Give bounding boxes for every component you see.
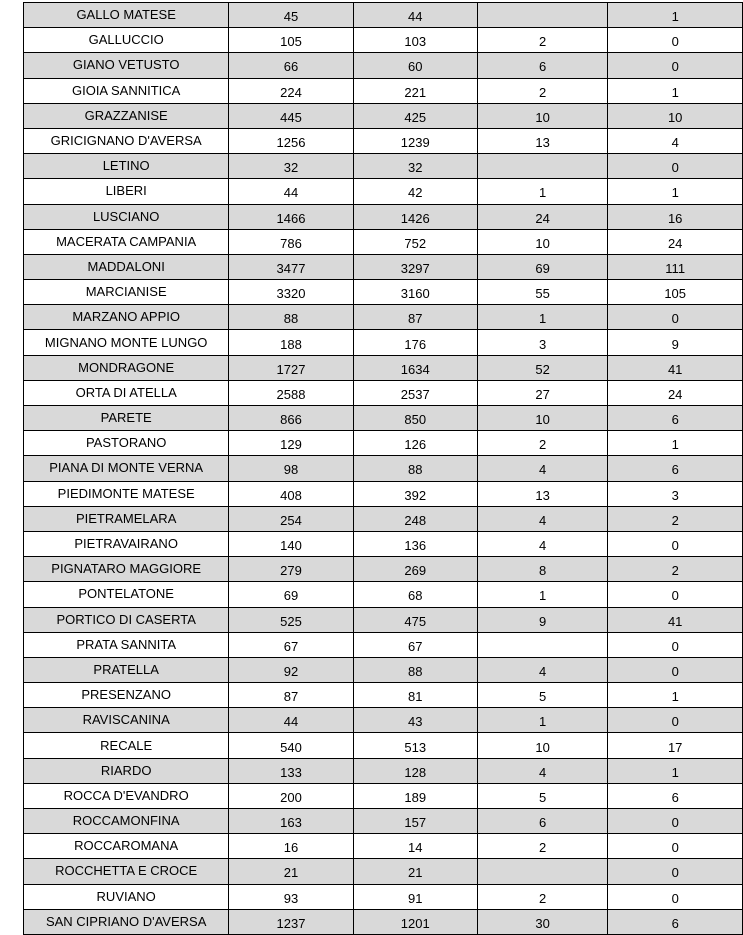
value-cell-4: 0	[608, 834, 743, 859]
value-cell-4: 1	[608, 683, 743, 708]
table-row	[24, 582, 743, 607]
value-cell-3: 4	[477, 758, 607, 783]
value-cell-2: 221	[353, 78, 477, 103]
value-cell-2: 128	[353, 758, 477, 783]
value-cell-4: 2	[608, 557, 743, 582]
table-row	[24, 431, 743, 456]
value-cell-3: 5	[477, 783, 607, 808]
value-cell-4: 4	[608, 128, 743, 153]
value-cell-3: 10	[477, 229, 607, 254]
value-cell-1: 786	[229, 229, 353, 254]
municipality-cell: PARETE	[24, 406, 229, 431]
value-cell-4: 1	[608, 758, 743, 783]
municipality-cell: MADDALONI	[24, 254, 229, 279]
municipality-cell: PONTELATONE	[24, 582, 229, 607]
municipality-table	[23, 2, 743, 935]
value-cell-3: 1	[477, 179, 607, 204]
value-cell-2: 176	[353, 330, 477, 355]
value-cell-3	[477, 3, 607, 28]
value-cell-3: 2	[477, 431, 607, 456]
table-row	[24, 280, 743, 305]
value-cell-2: 91	[353, 884, 477, 909]
value-cell-4: 24	[608, 229, 743, 254]
value-cell-1: 3320	[229, 280, 353, 305]
value-cell-2: 43	[353, 708, 477, 733]
value-cell-3: 10	[477, 406, 607, 431]
value-cell-4: 1	[608, 431, 743, 456]
value-cell-3: 9	[477, 607, 607, 632]
value-cell-4: 1	[608, 179, 743, 204]
municipality-cell: LIBERI	[24, 179, 229, 204]
table-row	[24, 506, 743, 531]
value-cell-4: 41	[608, 607, 743, 632]
value-cell-4: 0	[608, 884, 743, 909]
value-cell-1: 408	[229, 481, 353, 506]
value-cell-2: 32	[353, 154, 477, 179]
value-cell-2: 425	[353, 103, 477, 128]
table-row	[24, 3, 743, 28]
value-cell-1: 92	[229, 657, 353, 682]
value-cell-1: 866	[229, 406, 353, 431]
table-row	[24, 406, 743, 431]
value-cell-1: 445	[229, 103, 353, 128]
value-cell-2: 3160	[353, 280, 477, 305]
value-cell-4: 6	[608, 406, 743, 431]
value-cell-3: 13	[477, 481, 607, 506]
value-cell-3: 24	[477, 204, 607, 229]
value-cell-4: 3	[608, 481, 743, 506]
value-cell-1: 88	[229, 305, 353, 330]
value-cell-2: 189	[353, 783, 477, 808]
value-cell-3: 4	[477, 506, 607, 531]
table-row	[24, 859, 743, 884]
value-cell-2: 1201	[353, 909, 477, 934]
table-body	[24, 3, 743, 935]
value-cell-3: 2	[477, 78, 607, 103]
table-row	[24, 909, 743, 934]
municipality-cell: PRESENZANO	[24, 683, 229, 708]
value-cell-4: 1	[608, 3, 743, 28]
value-cell-1: 93	[229, 884, 353, 909]
table-row	[24, 632, 743, 657]
value-cell-2: 44	[353, 3, 477, 28]
table-row	[24, 481, 743, 506]
table-row	[24, 154, 743, 179]
municipality-cell: ROCCHETTA E CROCE	[24, 859, 229, 884]
municipality-cell: PIANA DI MONTE VERNA	[24, 456, 229, 481]
value-cell-2: 475	[353, 607, 477, 632]
value-cell-3: 27	[477, 380, 607, 405]
municipality-cell: RAVISCANINA	[24, 708, 229, 733]
municipality-cell: GIOIA SANNITICA	[24, 78, 229, 103]
value-cell-4: 9	[608, 330, 743, 355]
value-cell-1: 32	[229, 154, 353, 179]
value-cell-1: 87	[229, 683, 353, 708]
table-row	[24, 254, 743, 279]
municipality-cell: MARCIANISE	[24, 280, 229, 305]
value-cell-2: 157	[353, 809, 477, 834]
value-cell-2: 21	[353, 859, 477, 884]
value-cell-1: 2588	[229, 380, 353, 405]
value-cell-4: 0	[608, 154, 743, 179]
municipality-cell: GIANO VETUSTO	[24, 53, 229, 78]
value-cell-1: 16	[229, 834, 353, 859]
value-cell-3: 4	[477, 657, 607, 682]
table-row	[24, 758, 743, 783]
municipality-cell: PASTORANO	[24, 431, 229, 456]
value-cell-1: 69	[229, 582, 353, 607]
value-cell-4: 17	[608, 733, 743, 758]
municipality-cell: ROCCA D'EVANDRO	[24, 783, 229, 808]
value-cell-2: 136	[353, 531, 477, 556]
municipality-cell: PIGNATARO MAGGIORE	[24, 557, 229, 582]
value-cell-1: 44	[229, 179, 353, 204]
value-cell-4: 6	[608, 783, 743, 808]
value-cell-4: 24	[608, 380, 743, 405]
value-cell-2: 60	[353, 53, 477, 78]
municipality-cell: MIGNANO MONTE LUNGO	[24, 330, 229, 355]
value-cell-4: 0	[608, 28, 743, 53]
value-cell-1: 67	[229, 632, 353, 657]
table-row	[24, 78, 743, 103]
municipality-cell: LETINO	[24, 154, 229, 179]
value-cell-4: 16	[608, 204, 743, 229]
municipality-cell: PIEDIMONTE MATESE	[24, 481, 229, 506]
value-cell-4: 0	[608, 809, 743, 834]
value-cell-2: 850	[353, 406, 477, 431]
table-row	[24, 733, 743, 758]
value-cell-3: 6	[477, 53, 607, 78]
municipality-cell: GALLO MATESE	[24, 3, 229, 28]
table-row	[24, 128, 743, 153]
table-row	[24, 607, 743, 632]
value-cell-3	[477, 154, 607, 179]
value-cell-1: 224	[229, 78, 353, 103]
municipality-cell: PIETRAVAIRANO	[24, 531, 229, 556]
value-cell-3: 2	[477, 28, 607, 53]
table-row	[24, 28, 743, 53]
table-row	[24, 53, 743, 78]
table-row	[24, 834, 743, 859]
value-cell-1: 200	[229, 783, 353, 808]
value-cell-2: 269	[353, 557, 477, 582]
municipality-cell: LUSCIANO	[24, 204, 229, 229]
value-cell-2: 2537	[353, 380, 477, 405]
table-row	[24, 380, 743, 405]
value-cell-4: 0	[608, 53, 743, 78]
value-cell-4: 0	[608, 859, 743, 884]
value-cell-1: 66	[229, 53, 353, 78]
value-cell-2: 248	[353, 506, 477, 531]
value-cell-1: 105	[229, 28, 353, 53]
value-cell-3	[477, 632, 607, 657]
value-cell-3	[477, 859, 607, 884]
table-row	[24, 809, 743, 834]
value-cell-4: 0	[608, 708, 743, 733]
table-row	[24, 531, 743, 556]
value-cell-4: 0	[608, 305, 743, 330]
table-row	[24, 683, 743, 708]
value-cell-4: 6	[608, 909, 743, 934]
value-cell-1: 163	[229, 809, 353, 834]
value-cell-4: 0	[608, 632, 743, 657]
value-cell-4: 0	[608, 531, 743, 556]
value-cell-3: 52	[477, 355, 607, 380]
value-cell-2: 87	[353, 305, 477, 330]
municipality-cell: RECALE	[24, 733, 229, 758]
municipality-cell: ORTA DI ATELLA	[24, 380, 229, 405]
value-cell-2: 1634	[353, 355, 477, 380]
value-cell-4: 0	[608, 582, 743, 607]
table-row	[24, 330, 743, 355]
table-row	[24, 708, 743, 733]
value-cell-3: 5	[477, 683, 607, 708]
value-cell-4: 111	[608, 254, 743, 279]
value-cell-1: 188	[229, 330, 353, 355]
table-row	[24, 355, 743, 380]
value-cell-3: 2	[477, 884, 607, 909]
municipality-cell: MACERATA CAMPANIA	[24, 229, 229, 254]
value-cell-4: 6	[608, 456, 743, 481]
value-cell-1: 129	[229, 431, 353, 456]
value-cell-3: 55	[477, 280, 607, 305]
municipality-cell: GRAZZANISE	[24, 103, 229, 128]
value-cell-1: 1466	[229, 204, 353, 229]
municipality-cell: PRATA SANNITA	[24, 632, 229, 657]
municipality-cell: PIETRAMELARA	[24, 506, 229, 531]
value-cell-3: 8	[477, 557, 607, 582]
table-row	[24, 884, 743, 909]
value-cell-3: 10	[477, 733, 607, 758]
value-cell-1: 1727	[229, 355, 353, 380]
value-cell-1: 540	[229, 733, 353, 758]
value-cell-2: 126	[353, 431, 477, 456]
value-cell-3: 1	[477, 582, 607, 607]
table-row	[24, 179, 743, 204]
value-cell-3: 4	[477, 456, 607, 481]
value-cell-2: 68	[353, 582, 477, 607]
value-cell-2: 1239	[353, 128, 477, 153]
value-cell-3: 10	[477, 103, 607, 128]
value-cell-1: 98	[229, 456, 353, 481]
value-cell-2: 3297	[353, 254, 477, 279]
table-row	[24, 783, 743, 808]
value-cell-3: 30	[477, 909, 607, 934]
municipality-cell: ROCCAMONFINA	[24, 809, 229, 834]
value-cell-4: 2	[608, 506, 743, 531]
municipality-cell: SAN CIPRIANO D'AVERSA	[24, 909, 229, 934]
value-cell-2: 88	[353, 657, 477, 682]
value-cell-1: 21	[229, 859, 353, 884]
value-cell-2: 1426	[353, 204, 477, 229]
municipality-cell: ROCCAROMANA	[24, 834, 229, 859]
value-cell-2: 67	[353, 632, 477, 657]
table-row	[24, 456, 743, 481]
table-row	[24, 103, 743, 128]
value-cell-4: 10	[608, 103, 743, 128]
table-row	[24, 229, 743, 254]
value-cell-4: 1	[608, 78, 743, 103]
value-cell-3: 1	[477, 305, 607, 330]
value-cell-1: 254	[229, 506, 353, 531]
value-cell-4: 0	[608, 657, 743, 682]
value-cell-2: 513	[353, 733, 477, 758]
value-cell-1: 44	[229, 708, 353, 733]
value-cell-2: 752	[353, 229, 477, 254]
municipality-cell: MARZANO APPIO	[24, 305, 229, 330]
value-cell-1: 525	[229, 607, 353, 632]
table-row	[24, 305, 743, 330]
municipality-cell: PORTICO DI CASERTA	[24, 607, 229, 632]
value-cell-2: 14	[353, 834, 477, 859]
municipality-cell: RUVIANO	[24, 884, 229, 909]
value-cell-2: 392	[353, 481, 477, 506]
municipality-cell: GALLUCCIO	[24, 28, 229, 53]
value-cell-1: 140	[229, 531, 353, 556]
value-cell-2: 103	[353, 28, 477, 53]
value-cell-3: 2	[477, 834, 607, 859]
municipality-cell: PRATELLA	[24, 657, 229, 682]
value-cell-2: 81	[353, 683, 477, 708]
value-cell-3: 6	[477, 809, 607, 834]
value-cell-3: 4	[477, 531, 607, 556]
value-cell-3: 1	[477, 708, 607, 733]
value-cell-2: 42	[353, 179, 477, 204]
value-cell-1: 279	[229, 557, 353, 582]
value-cell-1: 1237	[229, 909, 353, 934]
value-cell-4: 41	[608, 355, 743, 380]
value-cell-2: 88	[353, 456, 477, 481]
value-cell-1: 1256	[229, 128, 353, 153]
value-cell-3: 3	[477, 330, 607, 355]
table-row	[24, 657, 743, 682]
value-cell-3: 13	[477, 128, 607, 153]
value-cell-1: 3477	[229, 254, 353, 279]
table-row	[24, 557, 743, 582]
municipality-cell: RIARDO	[24, 758, 229, 783]
value-cell-3: 69	[477, 254, 607, 279]
value-cell-1: 133	[229, 758, 353, 783]
table-row	[24, 204, 743, 229]
value-cell-1: 45	[229, 3, 353, 28]
value-cell-4: 105	[608, 280, 743, 305]
municipality-cell: GRICIGNANO D'AVERSA	[24, 128, 229, 153]
municipality-cell: MONDRAGONE	[24, 355, 229, 380]
